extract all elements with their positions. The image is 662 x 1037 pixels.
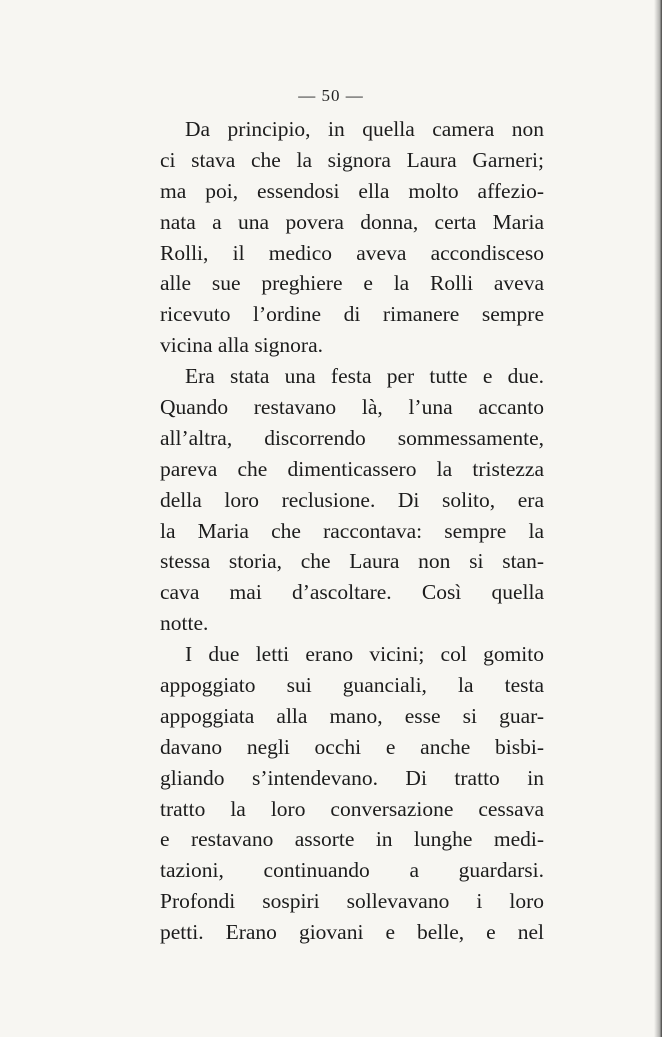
text-line: Profondi sospiri sollevavano i loro [160, 889, 544, 914]
page-edge-shadow [654, 0, 662, 1037]
text-line: nata a una povera donna, certa Maria [160, 209, 544, 234]
text-line: gliando s’intendevano. Di tratto in [160, 765, 544, 790]
text-line: stessa storia, che Laura non si stan- [160, 549, 544, 574]
text-line: Da principio, in quella camera non [185, 117, 544, 141]
text-line: ricevuto l’ordine di rimanere sempre [160, 302, 544, 327]
text-line: tratto la loro conversazione cessava [160, 796, 544, 821]
text-line: la Maria che raccontava: sempre la [160, 518, 544, 543]
paragraph-2 [160, 361, 544, 639]
text-line: davano negli occhi e anche bisbi- [160, 734, 544, 759]
text-line: appoggiata alla mano, esse si guar- [160, 703, 544, 728]
text-line: della loro reclusione. Di solito, era [160, 487, 544, 512]
paragraph-3 [160, 639, 544, 948]
text-line: all’altra, discorrendo sommessamente, [160, 425, 544, 450]
text-line: cava mai d’ascoltare. Così quella [160, 580, 544, 605]
text-line: pareva che dimenticassero la tristezza [160, 456, 544, 481]
text-line: Rolli, il medico aveva accondisceso [160, 240, 544, 265]
page-number: — 50 — [298, 86, 364, 105]
text-line: petti. Erano giovani e belle, e nel [160, 920, 544, 945]
text-line: appoggiato sui guanciali, la testa [160, 673, 544, 698]
text-line: alle sue preghiere e la Rolli aveva [160, 271, 544, 296]
text-line: I due letti erano vicini; col gomito [185, 642, 544, 667]
body-text [160, 114, 544, 948]
text-line: ci stava che la signora Laura Garneri; [160, 147, 544, 172]
text-line: Quando restavano là, l’una accanto [160, 395, 544, 420]
text-line: e restavano assorte in lunghe medi- [160, 827, 544, 852]
text-line: vicina alla signora. [160, 333, 323, 358]
text-line: ma poi, essendosi ella molto affezio- [160, 178, 544, 203]
text-line: Era stata una festa per tutte e due. [185, 364, 544, 389]
text-line: tazioni, continuando a guardarsi. [160, 858, 544, 883]
text-line: notte. [160, 611, 209, 636]
paragraph-1 [160, 114, 544, 361]
